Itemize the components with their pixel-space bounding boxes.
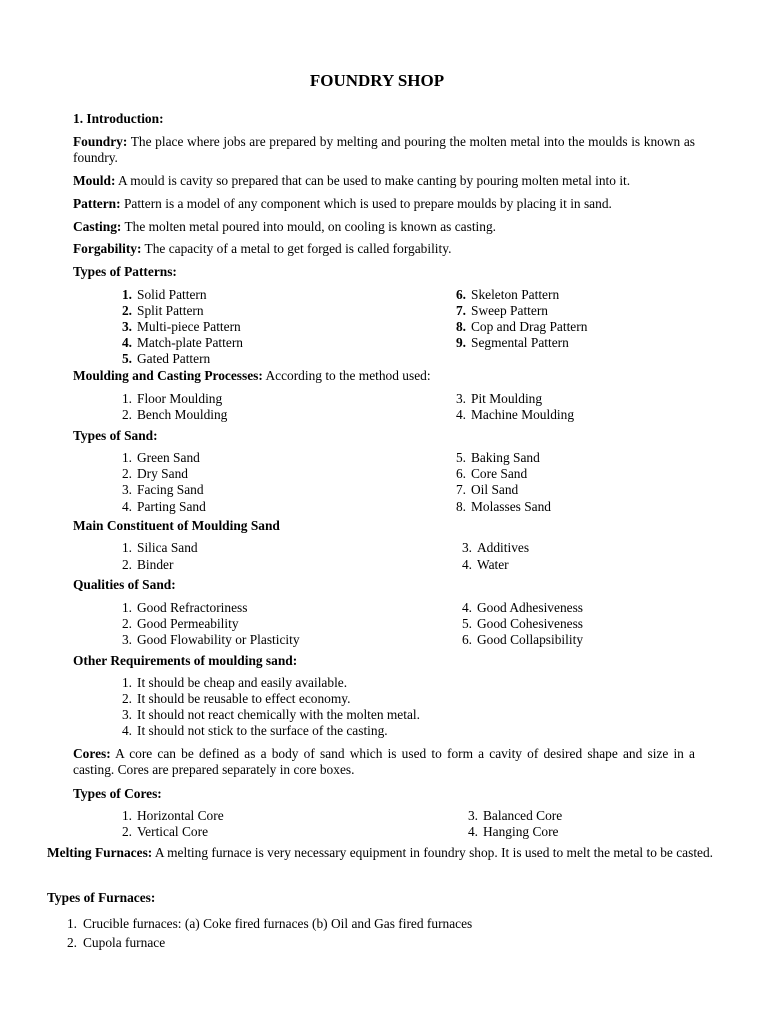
definition-text: The capacity of a metal to get forged is called forgability. [141,241,452,256]
list-item: 4. Water [461,557,509,572]
moulding-heading: Moulding and Casting Processes: According to the method used: [73,368,431,383]
patterns-heading: Types of Patterns: [73,264,177,279]
definition-term: Foundry: [73,134,128,149]
definition-text: A melting furnace is very necessary equipment in foundry shop. It is used to melt the metal to be casted. [152,845,714,860]
page-title: FOUNDRY SHOP [309,71,445,90]
list-item: 2. It should be reusable to effect economy. [121,691,351,706]
definition-term: Melting Furnaces: [47,845,153,860]
list-item: 1. Floor Moulding [121,391,223,406]
list-item: 7. Sweep Pattern [455,303,548,318]
list-item: 1. Good Refractoriness [121,600,248,615]
list-item: 2. Split Pattern [121,303,204,318]
definition-term: Casting: [73,219,122,234]
list-item: 6. Good Collapsibility [461,632,584,647]
list-item: 2. Binder [121,557,174,572]
list-item: 1. Silica Sand [121,540,198,555]
list-item: 2. Vertical Core [121,824,209,839]
list-item: 3. Multi-piece Pattern [121,319,241,334]
core-types-heading: Types of Cores: [73,786,162,801]
definition-casting [73,219,695,235]
list-item: 4. Good Adhesiveness [461,600,583,615]
list-item: 8. Cop and Drag Pattern [455,319,588,334]
list-item: 5. Good Cohesiveness [461,616,584,631]
list-item: 2. Dry Sand [121,466,188,481]
definition-term: Mould: [73,173,116,188]
definition-text: The molten metal poured into mould, on cooling is known as casting. [121,219,496,234]
list-item: 2. Good Permeability [121,616,239,631]
list-item: 3. Balanced Core [467,808,563,823]
list-item: 3. Facing Sand [121,482,204,497]
list-item: 7. Oil Sand [455,482,519,497]
definition-text: A core can be defined as a body of sand which is used to form a cavity of desired shape and size in a casting. Cores are prepared separately in core boxes. [73,746,695,777]
melting-furnaces-paragraph [47,845,722,861]
constituent-heading: Main Constituent of Moulding Sand [73,518,280,533]
list-item: 8. Molasses Sand [455,499,551,514]
definition-pattern [73,196,695,212]
list-item: 6. Skeleton Pattern [455,287,560,302]
list-item: 5. Gated Pattern [121,351,211,366]
list-item: 1. It should be cheap and easily available. [121,675,348,690]
qualities-heading: Qualities of Sand: [73,577,176,592]
list-item: 3. Additives [461,540,530,555]
definition-term: Pattern: [73,196,121,211]
definition-mould [73,173,695,189]
list-item: 3. Pit Moulding [455,391,543,406]
list-item: 1. Green Sand [121,450,200,465]
list-item: 4. Match-plate Pattern [121,335,243,350]
list-item: 5. Baking Sand [455,450,540,465]
requirements-heading: Other Requirements of moulding sand: [73,653,298,668]
list-item: 4. It should not stick to the surface of the casting. [121,723,388,738]
definition-forgability [73,241,695,257]
definition-term: Cores: [73,746,111,761]
list-item: 1. Horizontal Core [121,808,224,823]
list-item: 9. Segmental Pattern [455,335,569,350]
definition-text: The place where jobs are prepared by melting and pouring the molten metal into the moulds is known as foundry. [73,134,695,165]
list-item: 1. Solid Pattern [121,287,207,302]
definition-text: A mould is cavity so prepared that can be used to make canting by pouring molten metal into it. [115,173,631,188]
cores-paragraph [73,746,695,778]
list-item: 3. It should not react chemically with the molten metal. [121,707,420,722]
list-item: 4. Parting Sand [121,499,206,514]
list-item: 3. Good Flowability or Plasticity [121,632,300,647]
definition-term: Forgability: [73,241,142,256]
list-item: 4. Machine Moulding [455,407,575,422]
furnaces-heading: Types of Furnaces: [47,890,156,905]
sand-heading: Types of Sand: [73,428,158,443]
definition-text: Pattern is a model of any component which is used to prepare moulds by placing it in sand. [120,196,612,211]
list-item: 6. Core Sand [455,466,528,481]
list-item: 1. Crucible furnaces: (a) Coke fired furnaces (b) Oil and Gas fired furnaces [66,916,473,931]
list-item: 2. Cupola furnace [66,935,166,950]
introduction-heading: 1. Introduction: [73,111,164,126]
definition-foundry [73,134,695,166]
list-item: 4. Hanging Core [467,824,559,839]
list-item: 2. Bench Moulding [121,407,228,422]
